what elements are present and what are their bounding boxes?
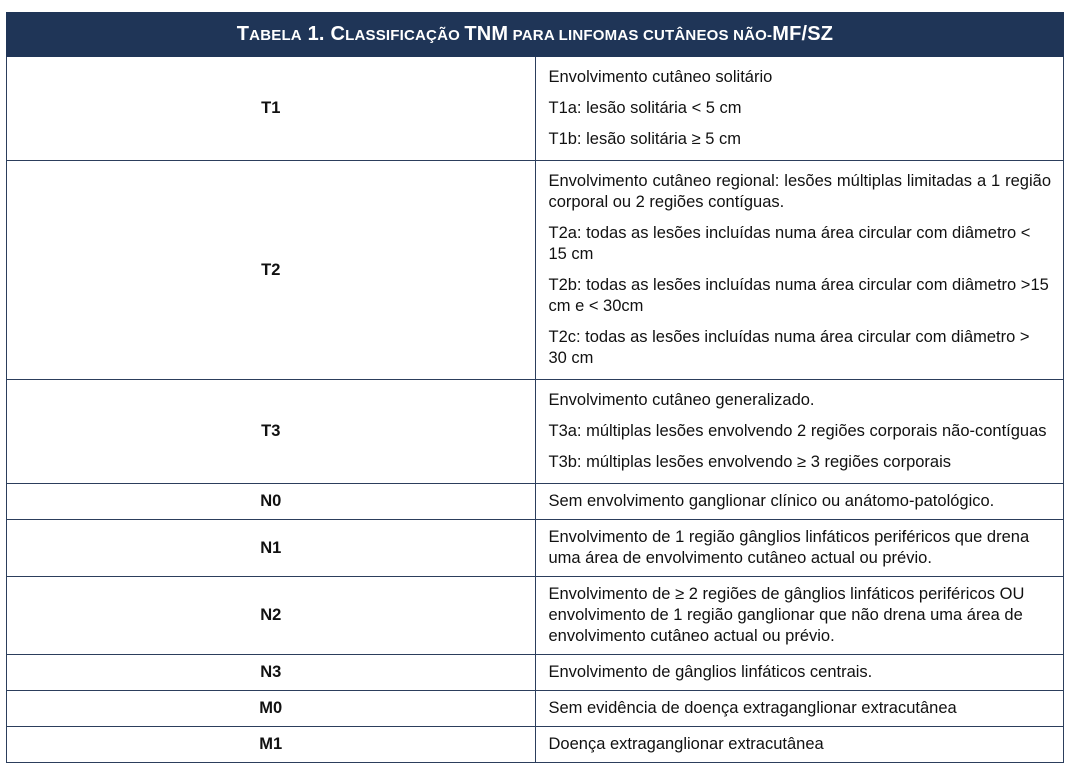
description-line: T1b: lesão solitária ≥ 5 cm (548, 130, 741, 148)
tnm-classification-table (6, 12, 1064, 763)
title-part: T (236, 23, 250, 45)
description-line: Sem evidência de doença extraganglionar extracutânea (548, 699, 957, 717)
description-line: Envolvimento cutâneo regional: lesões múltiplas limitadas a 1 região corporal ou 2 regiões contíguas. (548, 172, 1051, 211)
stage-code: M1 (7, 727, 536, 763)
table-row-m0 (7, 691, 1064, 727)
description-line: T2b: todas as lesões incluídas numa área circular com diâmetro >15 cm e < 30cm (548, 276, 1049, 315)
description-line: Doença extraganglionar extracutânea (548, 735, 824, 753)
stage-description (535, 380, 1064, 484)
stage-description (535, 691, 1064, 727)
stage-code: N3 (7, 655, 536, 691)
table-row-t1 (7, 57, 1064, 161)
description-line: Envolvimento de ≥ 2 regiões de gânglios linfáticos periféricos OU envolvimento de 1 região ganglionar que não drena uma área de envolvimento cutâneo actual ou prévio. (548, 585, 1025, 645)
stage-description (535, 161, 1064, 380)
table-row-n1 (7, 520, 1064, 577)
table-row-t2 (7, 161, 1064, 380)
stage-description (535, 655, 1064, 691)
stage-code: N1 (7, 520, 536, 577)
description-line: Envolvimento cutâneo solitário (548, 68, 773, 86)
title-part: C (330, 23, 346, 45)
stage-code: T2 (7, 161, 536, 380)
description-line: T2a: todas as lesões incluídas numa área circular com diâmetro < 15 cm (548, 224, 1031, 263)
description-line: Envolvimento de gânglios linfáticos centrais. (548, 663, 873, 681)
stage-code: N2 (7, 577, 536, 655)
title-part: ABELA (249, 27, 302, 44)
table-title-row (7, 13, 1064, 57)
title-part: MF/SZ (772, 23, 834, 45)
table-row-t3 (7, 380, 1064, 484)
stage-description (535, 727, 1064, 763)
tnm-table-container (6, 12, 1064, 763)
stage-code: M0 (7, 691, 536, 727)
description-line: T3a: múltiplas lesões envolvendo 2 regiões corporais não-contíguas (548, 422, 1047, 440)
stage-description (535, 57, 1064, 161)
title-part: PARA LINFOMAS CUTÂNEOS NÃO- (508, 27, 773, 44)
table-title (7, 13, 1064, 57)
description-line: T1a: lesão solitária < 5 cm (548, 99, 742, 117)
title-part: 1. (301, 23, 331, 45)
stage-code: N0 (7, 484, 536, 520)
table-row-n0 (7, 484, 1064, 520)
stage-description (535, 577, 1064, 655)
description-line: Envolvimento de 1 região gânglios linfáticos periféricos que drena uma área de envolvimento cutâneo actual ou prévio. (548, 528, 1030, 567)
table-row-m1 (7, 727, 1064, 763)
description-line: Envolvimento cutâneo generalizado. (548, 391, 815, 409)
description-line: T3b: múltiplas lesões envolvendo ≥ 3 regiões corporais (548, 453, 952, 471)
table-row-n3 (7, 655, 1064, 691)
title-part: LASSIFICAÇÃO (345, 27, 465, 44)
stage-code: T1 (7, 57, 536, 161)
stage-description (535, 520, 1064, 577)
description-line: T2c: todas as lesões incluídas numa área circular com diâmetro > 30 cm (548, 328, 1030, 367)
stage-description (535, 484, 1064, 520)
description-line: Sem envolvimento ganglionar clínico ou anátomo-patológico. (548, 492, 995, 510)
title-part: TNM (464, 23, 509, 45)
stage-code: T3 (7, 380, 536, 484)
table-row-n2 (7, 577, 1064, 655)
